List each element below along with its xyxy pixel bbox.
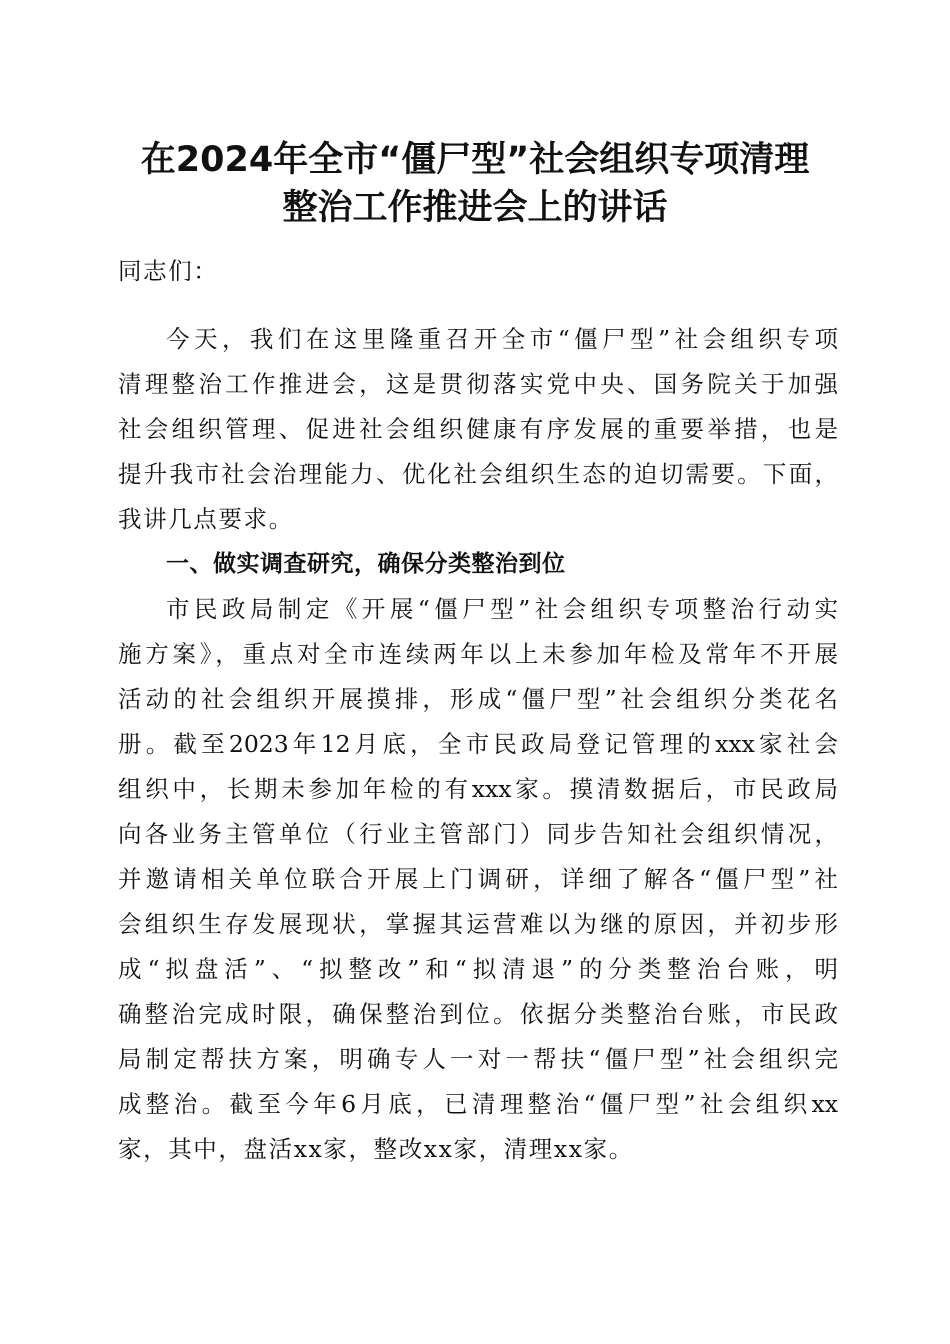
paragraph-1-line-2: 清理整治工作推进会，这是贯彻落实党中央、国务院关于加强 <box>118 370 838 398</box>
salutation: 同志们： <box>118 257 219 285</box>
paragraph-2-line-3: 活动的社会组织开展摸排，形成“僵尸型”社会组织分类花名 <box>118 685 838 713</box>
paragraph-1-line-1: 今天，我们在这里隆重召开全市“僵尸型”社会组织专项 <box>166 325 838 353</box>
paragraph-2-line-4: 册。截至2023年12月底，全市民政局登记管理的xxx家社会 <box>118 730 838 758</box>
paragraph-2-line-5: 组织中，长期未参加年检的有xxx家。摸清数据后，市民政局 <box>118 775 838 803</box>
paragraph-2-line-13: 家，其中，盘活xx家，整改xx家，清理xx家。 <box>118 1135 634 1163</box>
document-title-line-1: 在2024年全市“僵尸型”社会组织专项清理 <box>140 140 810 180</box>
paragraph-1-line-5: 我讲几点要求。 <box>118 505 294 533</box>
paragraph-2-line-12: 成整治。截至今年6月底，已清理整治“僵尸型”社会组织xx <box>118 1090 838 1118</box>
document-title-line-2: 整治工作推进会上的讲话 <box>282 188 668 228</box>
paragraph-2-line-1: 市民政局制定《开展“僵尸型”社会组织专项整治行动实 <box>166 595 838 623</box>
paragraph-2-line-8: 会组织生存发展现状，掌握其运营难以为继的原因，并初步形 <box>118 910 838 938</box>
paragraph-2-line-2: 施方案》，重点对全市连续两年以上未参加年检及常年不开展 <box>118 640 838 668</box>
paragraph-2-line-7: 并邀请相关单位联合开展上门调研，详细了解各“僵尸型”社 <box>118 865 838 893</box>
paragraph-2-line-9: 成“拟盘活”、“拟整改”和“拟清退”的分类整治台账，明 <box>118 955 838 983</box>
paragraph-2-line-6: 向各业务主管单位（行业主管部门）同步告知社会组织情况， <box>118 820 838 848</box>
paragraph-2-line-11: 局制定帮扶方案，明确专人一对一帮扶“僵尸型”社会组织完 <box>118 1045 838 1073</box>
paragraph-1-line-4: 提升我市社会治理能力、优化社会组织生态的迫切需要。下面， <box>118 460 838 488</box>
paragraph-1-line-3: 社会组织管理、促进社会组织健康有序发展的重要举措，也是 <box>118 415 838 443</box>
paragraph-2-line-10: 确整治完成时限，确保整治到位。依据分类整治台账，市民政 <box>118 1000 838 1028</box>
section-1-heading: 一、做实调查研究，确保分类整治到位 <box>166 551 566 577</box>
